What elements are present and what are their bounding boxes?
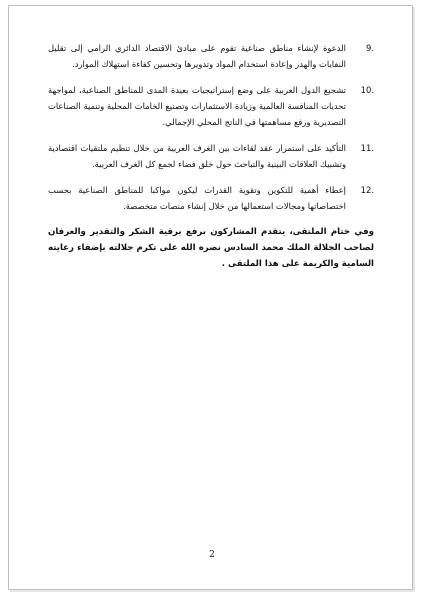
item-number: 12. [360,185,374,195]
recommendation-item-12 [48,182,374,214]
recommendation-item-11 [48,140,374,172]
item-number: 11. [360,143,374,153]
item-text: إعطاء أهمية للتكوين وتقوية القدرات ليكون مواكبا للمناطق الصناعية بحسب اختصاصاتها ومجالات استعمالها من خلال إنشاء منصات متخصصة. [48,185,346,211]
item-number: 10. [360,85,374,95]
page-number: 2 [209,550,215,560]
item-number: 9. [366,43,374,53]
recommendation-item-10 [48,82,374,130]
item-text: الدعوة لإنشاء مناطق صناعية تقوم على مبادئ الاقتصاد الدائري الرامي إلى تقليل النفايات والهدر وإعادة استخدام المواد وتدويرها وتحسين كفاءة استهلاك الموارد. [48,43,346,69]
item-text: تشجيع الدول العربية على وضع إستراتيجيات بعيدة المدى للمناطق الصناعية، لمواجهة تحديات المنافسة العالمية وزيادة الاستثمارات وتصنيع الخامات المحلية وتنمية الصناعات التصديرية ورفع مساهمتها في الناتج المحلي الإجمالي. [48,85,346,127]
recommendation-item-9 [48,40,374,72]
closing-paragraph: وفي ختام الملتقى، يتقدم المشاركون برفع برقية الشكر والتقدير والعرفان لصاحب الجلالة الملك محمد السادس نصره الله على تكرم جلالته بإضفاء رعايته السامية والكريمة على هذا الملتقى . [48,227,374,269]
item-text: التأكيد على استمرار عقد لقاءات بين الغرف العربية من خلال تنظيم ملتقيات اقتصادية وتشبيك العلاقات البينية والتباحث حول خلق فضاء لجمع كل الغرف العربية. [48,143,346,169]
document-body [48,40,374,281]
